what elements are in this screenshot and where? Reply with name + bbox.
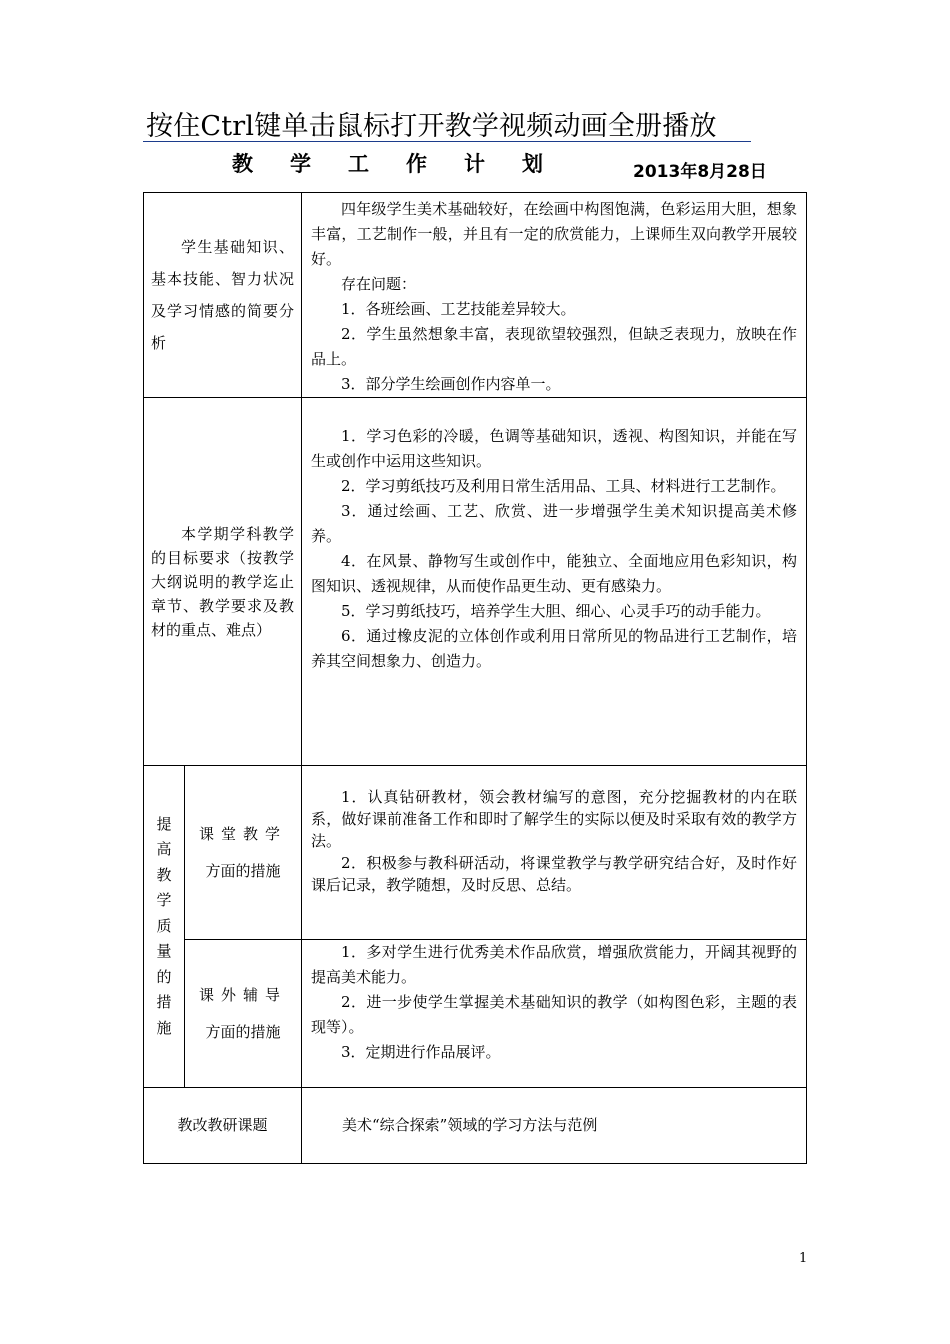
extracurricular-content-cell: [302, 940, 807, 1088]
extracurricular-label-line2: 方面的措施: [205, 1022, 281, 1041]
document-date: 2013年8月28日: [633, 162, 767, 182]
link-underline: [143, 141, 751, 142]
goal-item: 3．通过绘画、工艺、欣赏、进一步增强学生美术知识提高美术修养。: [311, 502, 798, 545]
measures-group-label: 提高教学质量的措施: [156, 814, 172, 1037]
research-label-cell: [144, 1088, 302, 1164]
goals-label: 本学期学科教学的目标要求（按教学大纲说明的教学迄止章节、教学要求及教材的重点、难点）: [151, 524, 295, 639]
document-title: 教学工作计划: [232, 152, 580, 176]
goal-item: 2．学习剪纸技巧及利用日常生活用品、工具、材料进行工艺制作。: [341, 477, 786, 495]
extracurricular-measure-item: 1．多对学生进行优秀美术作品欣赏，增强欣赏能力，开阔其视野的提高美术能力。: [311, 943, 798, 986]
goal-item: 5．学习剪纸技巧，培养学生大胆、细心、心灵手巧的动手能力。: [341, 602, 771, 620]
measures-group-cell: [144, 766, 185, 1088]
classroom-measures-row: [144, 766, 807, 940]
classroom-measure-item: 1．认真钻研教材，领会教材编写的意图，充分挖掘教材的内在联系，做好课前准备工作和即时了解学生的实际以便及时采取有效的教学方法。: [311, 788, 798, 850]
video-link-text[interactable]: 按住Ctrl键单击鼠标打开教学视频动画全册播放: [146, 111, 717, 142]
extracurricular-label-cell: [185, 940, 302, 1088]
classroom-measure-item: 2．积极参与教科研活动，将课堂教学与教学研究结合好，及时作好课后记录，教学随想，及时反思、总结。: [311, 854, 798, 894]
extracurricular-label-line1: 课外辅导: [199, 985, 288, 1004]
analysis-content-cell: [302, 193, 807, 398]
analysis-paragraph: 2．学生虽然想象丰富，表现欲望较强烈，但缺乏表现力，放映在作品上。: [311, 325, 798, 368]
analysis-paragraph: 1．各班绘画、工艺技能差异较大。: [341, 300, 576, 318]
extracurricular-measure-item: 2．进一步使学生掌握美术基础知识的教学（如构图色彩，主题的表现等）。: [311, 993, 798, 1036]
goal-item: 1．学习色彩的冷暖，色调等基础知识，透视、构图知识，并能在写生或创作中运用这些知识。: [311, 427, 798, 470]
classroom-content-cell: [302, 766, 807, 940]
classroom-label-line2: 方面的措施: [205, 861, 281, 880]
analysis-label-cell: [144, 193, 302, 398]
research-content-cell: [302, 1088, 807, 1164]
classroom-label-line1: 课堂教学: [199, 824, 288, 843]
extracurricular-measure-item: 3．定期进行作品展评。: [341, 1043, 501, 1061]
research-topic: 美术“综合探索”领域的学习方法与范例: [342, 1116, 598, 1134]
analysis-row: [144, 193, 807, 398]
research-label: 教改教研课题: [177, 1116, 268, 1134]
analysis-paragraph: 存在问题：: [341, 275, 417, 293]
goal-item: 6．通过橡皮泥的立体创作或利用日常所见的物品进行工艺制作，培养其空间想象力、创造力。: [311, 627, 798, 670]
analysis-label: 学生基础知识、基本技能、智力状况及学习情感的简要分析: [151, 238, 295, 352]
goals-row: [144, 398, 807, 766]
goals-content-cell: [302, 398, 807, 766]
classroom-label-cell: [185, 766, 302, 940]
goal-item: 4．在风景、静物写生或创作中，能独立、全面地应用色彩知识，构图知识、透视规律，从而使作品更生动、更有感染力。: [311, 552, 798, 595]
analysis-paragraph: 3．部分学生绘画创作内容单一。: [341, 375, 561, 393]
teaching-plan-table: [143, 192, 807, 1164]
page-number: 1: [799, 1251, 808, 1266]
research-row: [144, 1088, 807, 1164]
analysis-paragraph: 四年级学生美术基础较好，在绘画中构图饱满，色彩运用大胆，想象丰富，工艺制作一般，并且有一定的欣赏能力，上课师生双向教学开展较好。: [311, 200, 798, 268]
extracurricular-measures-row: [144, 940, 807, 1088]
goals-label-cell: [144, 398, 302, 766]
